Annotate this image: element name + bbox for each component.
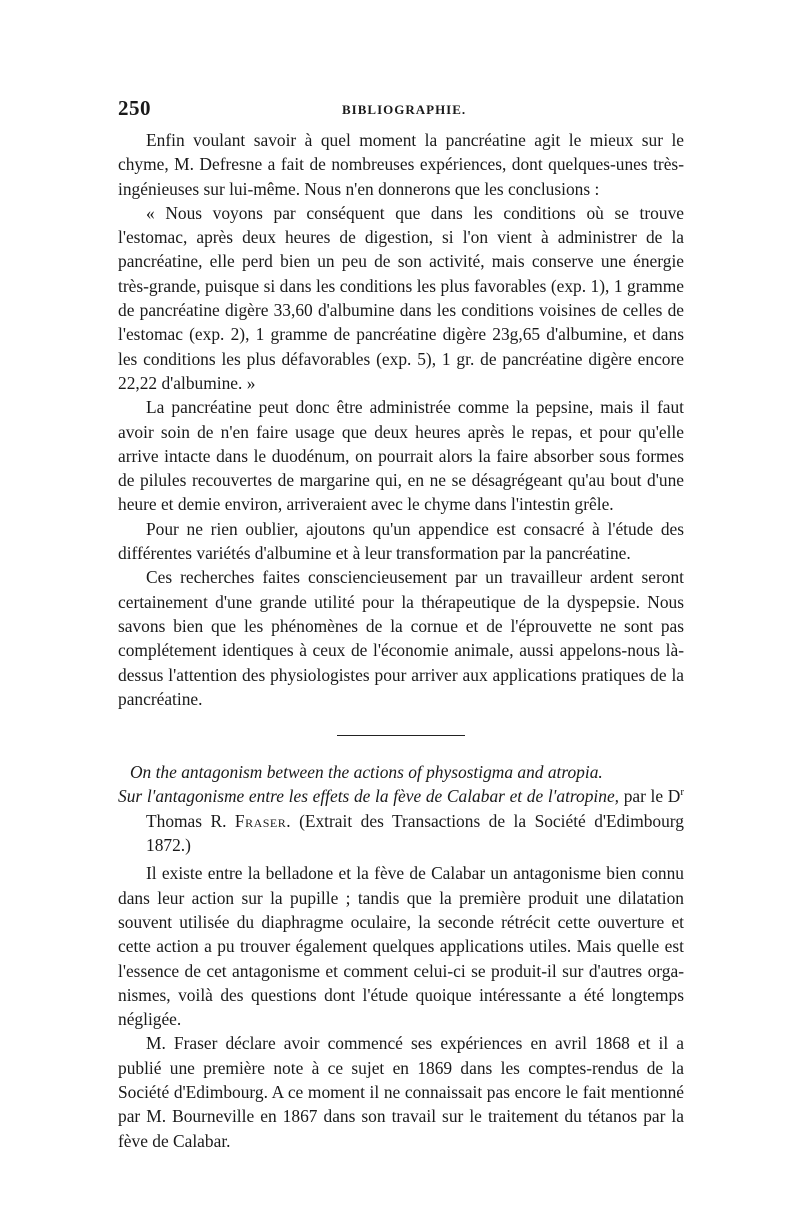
running-head [118,96,684,128]
paragraph-administration: La pancréatine peut donc être administrée comme la pepsine, mais il faut avoir soin de n'en faire usage que deux heures après le repas, et pour qu'elle arrive intacte dans le duodénum, on pourrait alors la faire absorber sous formes de pilules recouvertes de margarine qui, en ne se désagrégeant qu'au bout d'une heure et demie environ, arriveraient avec le chyme dans l'intestin grêle. [118,397,684,515]
paragraph-conclusions-intro: Enfin voulant savoir à quel moment la pancréatine agit le mieux sur le chyme, M. Defresne a fait de nombreuses expériences, dont quelques-unes très-ingénieuses sur lui-même. Nous n'en donnerons que les conclusions : [118,130,684,199]
page-number: 250 [118,96,151,120]
paragraph-antagonism: Il existe entre la belladone et la fève de Calabar un antagonisme bien connu dans leur action sur la pupille ; tandis que la première produit une dilatation souvent utilisée du diaphragme oculaire, la seconde rétrécit cette ouverture et cette action a pu trouver également quelques applications utiles. Mais quelle est l'essence de cet antagonisme et comment celui-ci se produit-il sur d'autres organismes, voilà des questions dont l'étude quoique intéressante a été longtemps négligée. [118,863,684,1030]
book-page [118,96,684,1153]
running-title: BIBLIOGRAPHIE. [342,102,467,117]
author-last-name: Fraser [234,810,287,831]
review-title-english: On the antagonism between the actions of physostigma and atropia. [130,762,603,783]
review-source: . (Extrait des Transactions de la Société d'Edimbourg 1872.) [146,810,684,856]
review-title-french-text: Sur l'antagonisme entre les effets de la fève de Calabar et de l'atropine, [118,786,620,807]
author-first-name: Thomas R. [146,810,227,831]
author-title-sup: r [680,786,684,799]
paragraph-appendix: Pour ne rien oublier, ajoutons qu'un appendice est consacré à l'étude des différentes variétés d'albumine et à leur transformation par la pancréatine. [118,518,684,564]
section-divider [337,735,465,736]
author-prefix: par le D [623,786,681,807]
paragraph-assessment: Ces recherches faites consciencieusement par un travailleur ardent seront certainement d'une grande utilité pour la thérapeutique de la dyspepsie. Nous savons bien que les phénomènes de la cornue et de l'éprouvette ne sont pas complétement identiques à ceux de l'économie animale, aussi appelons-nous là-dessus l'attention des physiologistes pour arriver aux applications pratiques de la pancréatine. [118,567,684,709]
paragraph-quotation: « Nous voyons par conséquent que dans les conditions où se trouve l'estomac, après deux heures de digestion, si l'on vient à administrer de la pancréatine, elle perd bien un peu de son activité, mais conserve une énergie très-grande, puisque si dans les conditions les plus favorables (exp. 1), 1 gramme de pancréatine digère 33,60 d'albumine dans les conditions voisines de celles de l'estomac (exp. 2), 1 gramme de pancréatine digère 23g,65 d'albumine, et dans les conditions les plus défavorables (exp. 5), 1 gr. de pancréatine digère encore 22,22 d'albumine. » [118,202,684,393]
review-title-french [118,784,684,857]
paragraph-fraser-experiments: M. Fraser déclare avoir commencé ses expériences en avril 1868 et il a publié une première note à ce sujet en 1869 dans les comptes-rendus de la Société d'Edimbourg. A ce moment il ne connaissait pas encore le fait mentionné par M. Bourneville en 1867 dans son travail sur le traitement du tétanos par la fève de Calabar. [118,1033,684,1151]
